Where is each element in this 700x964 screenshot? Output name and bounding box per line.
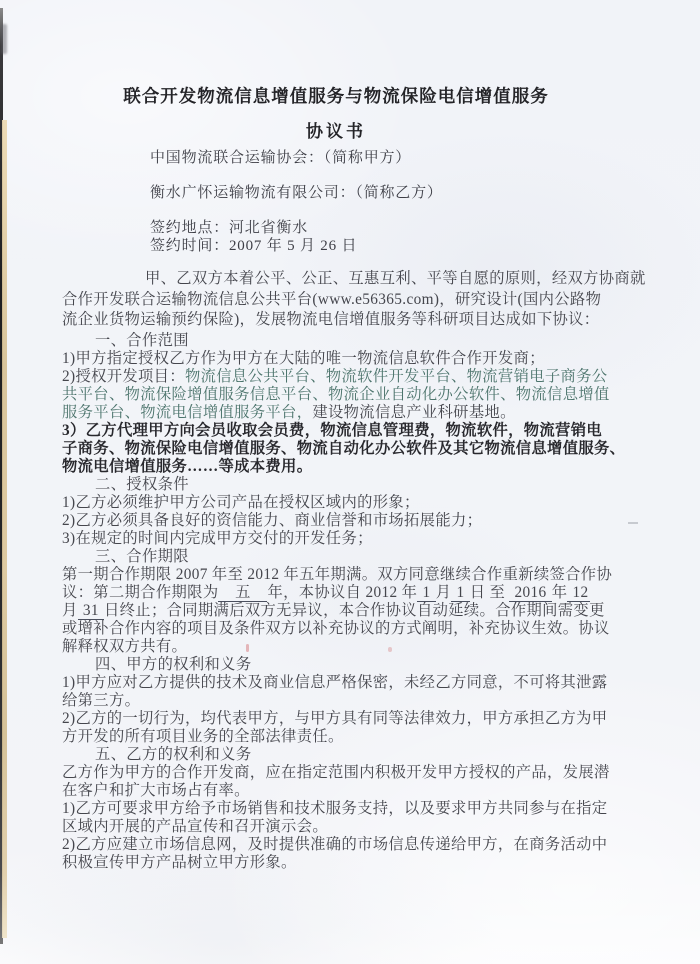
text-run: 2)乙方必须具备良好的资信能力、商业信誉和市场拓展能力；: [62, 511, 483, 529]
text-run: 积极宣传甲方产品树立甲方形象。: [62, 853, 297, 871]
document-line: [62, 422, 654, 440]
document-title: 联合开发物流信息增值服务与物流保险电信增值服务: [123, 86, 549, 106]
document-line: [62, 602, 654, 620]
text-run: 物流电信增值服务……等成本费用。: [62, 457, 313, 475]
document-line: [62, 332, 654, 350]
document-line: [62, 710, 654, 728]
document-line: [62, 530, 654, 548]
text-run: 方开发的所有项目业务的全部法律责任。: [62, 727, 344, 745]
text-run: 子商务、物流保险电信增值服务、物流自动化办公软件及其它物流信息增值服务、: [62, 439, 626, 457]
text-run: 区域内开展的产品宣传和召开演示会。: [62, 817, 328, 835]
text-run: 流企业货物运输预约保险)，发展物流电信增值服务等科研项目达成如下协议：: [62, 311, 600, 328]
text-run: 物流信息公共平台、物流软件开发平台、物流营销电子商务公: [184, 367, 608, 385]
filled-blank-value: 1: [452, 583, 469, 601]
text-run: 年: [551, 583, 568, 601]
document-line: [62, 311, 654, 329]
document-line: [62, 746, 654, 764]
text-run: 日终止；合同期满后双方无异议，本合作协议自动延续。合作期间需变更: [104, 601, 605, 619]
text-run: 议：第二期合作期限为: [62, 583, 219, 601]
document-line: [62, 854, 654, 872]
document-line: [62, 836, 654, 854]
text-run: 三、合作期限: [95, 547, 189, 565]
document-line: [62, 620, 654, 638]
document-line: [62, 350, 654, 368]
filled-blank-value: 1: [418, 583, 435, 601]
document-line: [62, 818, 654, 836]
text-run: 月: [62, 601, 78, 619]
scan-smudge: [1, 24, 7, 54]
party-b-line: 衡水广怀运输物流有限公司：（简称乙方）: [150, 185, 443, 201]
document-line: [62, 291, 654, 309]
text-run: 解释权双方共有。: [62, 637, 188, 655]
document-line: [62, 566, 654, 584]
document-line: [62, 476, 654, 494]
document-line: [62, 656, 654, 674]
filled-blank-value: 31: [78, 601, 104, 619]
text-run: 1)甲方应对乙方提供的技术及商业信息严格保密，未经乙方同意，不可将其泄露: [62, 673, 608, 691]
document-line: [62, 404, 654, 422]
text-run: 1)乙方可要求甲方给予市场销售和技术服务支持，以及要求甲方共同参与在指定: [62, 799, 608, 817]
party-a-line: 中国物流联合运输协会：（简称甲方）: [150, 150, 412, 166]
sign-date-line: 签约时间：2007 年 5 月 26 日: [150, 238, 358, 254]
text-run: 1)甲方指定授权乙方作为甲方在大陆的唯一物流信息软件合作开发商；: [62, 349, 545, 367]
text-run: 2)乙方的一切行为，均代表甲方，与甲方具有同等法律效力，甲方承担乙方为甲: [62, 709, 608, 727]
document-line: [62, 368, 654, 386]
document-line: [62, 674, 654, 692]
text-run: 五、乙方的权利和义务: [95, 745, 252, 763]
document-line: [62, 584, 654, 602]
text-run: 日 至: [469, 583, 510, 601]
document-line: [62, 548, 654, 566]
text-run: 四、甲方的权利和义务: [95, 655, 252, 673]
document-line: [62, 458, 654, 476]
text-run: 合作开发联合运输物流信息公共平台(www.e56365.com)，研究设计(国内公路物: [62, 290, 602, 308]
document-line: [62, 692, 654, 710]
text-run: 3)在规定的时间内完成甲方交付的开发任务；: [62, 529, 373, 547]
text-run: 或增补合作内容的项目及条件双方以补充协议的方式阐明，补充协议生效。协议: [62, 619, 610, 637]
text-run: 第一期合作期限 2007 年至 2012 年五年期满。双方同意继续合作重新续签合作协: [62, 565, 613, 583]
scan-edge-underlay: [2, 120, 7, 938]
text-run: 服务平台、物流电信增值服务平台，: [62, 403, 313, 421]
document-line: [62, 386, 654, 404]
sign-place-line: 签约地点：河北省衡水: [150, 220, 309, 236]
document-line: [62, 512, 654, 530]
document-line: [62, 782, 654, 800]
document-line: [62, 494, 654, 512]
text-run: 月: [435, 583, 452, 601]
filled-blank-value: 五: [219, 583, 267, 601]
text-run: 二、授权条件: [95, 475, 189, 493]
document-line: [62, 764, 654, 782]
text-run: 一、合作范围: [95, 331, 189, 349]
document-line: [62, 270, 654, 288]
text-run: 2)乙方应建立市场信息网，及时提供准确的市场信息传递给甲方，在商务活动中: [62, 835, 608, 853]
document-body: [62, 270, 654, 872]
text-run: 乙方作为甲方的合作开发商，应在指定范围内积极开发甲方授权的产品，发展潜: [62, 763, 610, 781]
filled-blank-value: 12: [568, 583, 589, 601]
text-run: 2)授权开发项目：: [62, 367, 185, 385]
document-line: [62, 440, 654, 458]
document-line: [62, 800, 654, 818]
document-line: [62, 728, 654, 746]
text-run: 给第三方。: [62, 691, 141, 709]
text-run: 1)乙方必须维护甲方公司产品在授权区域内的形象；: [62, 493, 420, 511]
text-run: 在客户和扩大市场占有率。: [62, 781, 250, 799]
text-run: 建设物流信息产业科研基地。: [312, 403, 516, 421]
text-run: 年，本协议自 2012 年: [267, 583, 418, 601]
document-line: [62, 638, 654, 656]
document-subtitle: 协议书: [306, 122, 366, 141]
text-run: 共平台、物流保险增值服务信息平台、物流企业自动化办公软件、物流信息增值: [62, 385, 610, 403]
text-run: 甲、乙双方本着公平、公正、互惠互利、平等自愿的原则，经双方协商就: [145, 270, 646, 287]
filled-blank-value: 2016: [510, 583, 551, 601]
text-run: 3）乙方代理甲方向会员收取会员费，物流信息管理费，物流软件，物流营销电: [62, 421, 602, 439]
